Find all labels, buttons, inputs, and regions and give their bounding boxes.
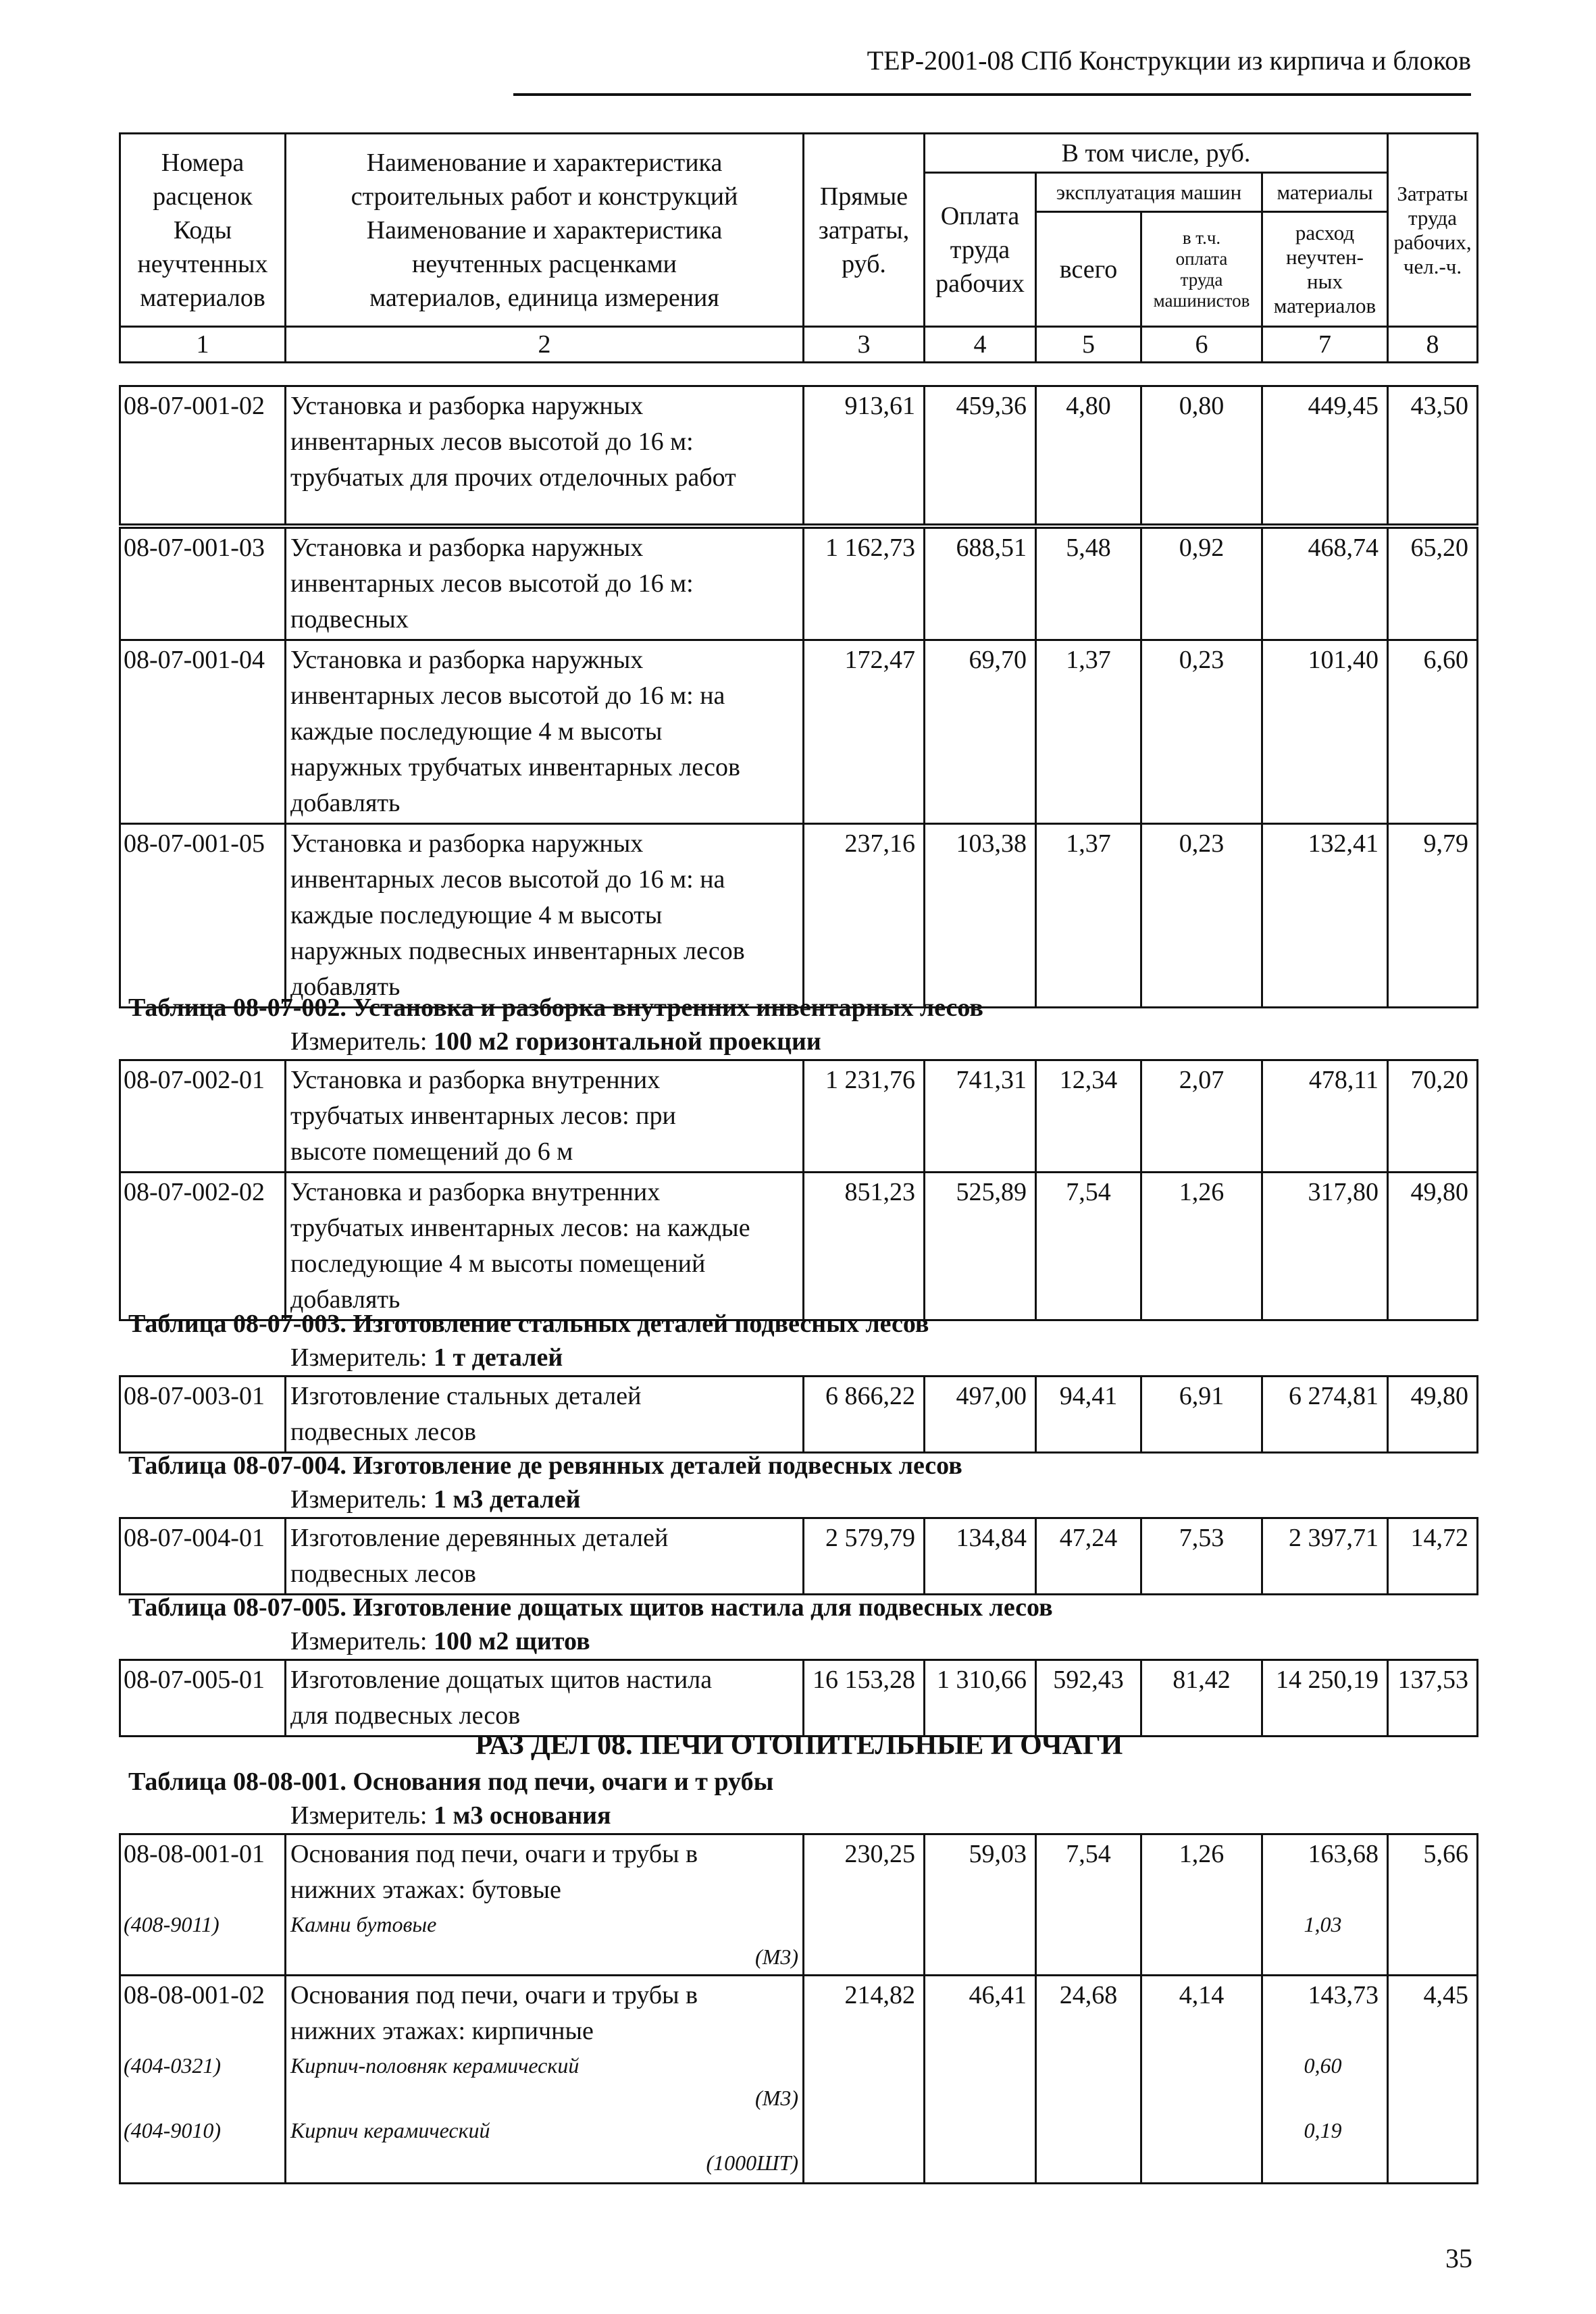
header-rule xyxy=(513,93,1471,96)
rate-code: 08-07-002-01 xyxy=(120,1060,286,1173)
materials-cost: 143,73 xyxy=(1308,1981,1379,2009)
material-name: Кирпич-половняк керамический xyxy=(290,2053,580,2078)
page-number: 35 xyxy=(1445,2243,1472,2273)
header-materials-line: расход xyxy=(1295,220,1355,245)
table-row xyxy=(120,640,1478,824)
rate-code: 08-08-001-01 xyxy=(124,1840,265,1868)
col-number: 8 xyxy=(1388,327,1478,363)
rates-table-08-07-002 xyxy=(119,1059,1478,1321)
rate-name-line: подвесных лесов xyxy=(290,1560,476,1588)
direct-cost: 214,82 xyxy=(804,1976,925,2184)
rate-name-line: Установка и разборка наружных xyxy=(290,829,644,858)
rate-name-line: трубчатых инвентарных лесов: при xyxy=(290,1102,676,1130)
spacer xyxy=(124,2013,282,2049)
direct-cost: 237,16 xyxy=(804,824,925,1008)
machinists-pay: 0,23 xyxy=(1141,640,1262,824)
material-name: Кирпич керамический xyxy=(290,2118,490,2142)
col-number: 5 xyxy=(1036,327,1141,363)
labor-pay: 459,36 xyxy=(925,386,1036,525)
rate-name xyxy=(286,824,804,1008)
rate-name xyxy=(286,1173,804,1320)
labor-hours: 5,66 xyxy=(1388,1834,1478,1976)
labor-pay: 497,00 xyxy=(925,1377,1036,1453)
rate-name-line: для подвесных лесов xyxy=(290,1701,521,1730)
header-materials-cell xyxy=(1262,212,1388,327)
table-row xyxy=(120,1834,1478,1976)
rate-code: 08-07-003-01 xyxy=(120,1377,286,1453)
page-header-title: ТЕР-2001-08 СПб Конструкции из кирпича и блоков xyxy=(867,45,1471,76)
machinists-pay: 0,92 xyxy=(1141,528,1262,640)
col-number: 2 xyxy=(286,327,804,363)
header-code-line: Коды xyxy=(173,215,232,245)
materials-cost: 163,68 xyxy=(1308,1840,1379,1868)
rate-name xyxy=(286,1060,804,1173)
rate-code: 08-07-001-04 xyxy=(120,640,286,824)
section-title: РАЗ ДЕЛ 08. ПЕЧИ ОТОПИТЕЛЬНЫЕ И ОЧАГИ xyxy=(475,1730,1123,1761)
header-code-line: неучтенных xyxy=(137,249,268,278)
labor-pay: 134,84 xyxy=(925,1518,1036,1595)
machines-total: 592,43 xyxy=(1036,1660,1141,1737)
measure-value: 1 т деталей xyxy=(434,1343,563,1372)
measure-label: Измеритель: xyxy=(290,1627,434,1655)
measure-label: Измеритель: xyxy=(290,1485,434,1514)
header-labor-pay-line: труда xyxy=(950,235,1010,264)
material-unit: (М3) xyxy=(755,1945,798,1969)
labor-hours: 9,79 xyxy=(1388,824,1478,1008)
rates-table-08-07-001 xyxy=(119,385,1478,525)
direct-cost: 2 579,79 xyxy=(804,1518,925,1595)
labor-hours: 137,53 xyxy=(1388,1660,1478,1737)
materials-cost: 101,40 xyxy=(1262,640,1388,824)
measure-value: 100 м2 горизонтальной проекции xyxy=(434,1027,821,1056)
machinists-pay: 4,14 xyxy=(1141,1976,1262,2184)
direct-cost: 1 231,76 xyxy=(804,1060,925,1173)
material-code: (408-9011) xyxy=(124,1912,220,1936)
rate-name-line: нижних этажах: бутовые xyxy=(290,1876,561,1904)
materials-cost: 2 397,71 xyxy=(1262,1518,1388,1595)
rate-name-line: Изготовление деревянных деталей xyxy=(290,1524,669,1552)
rate-name xyxy=(286,528,804,640)
materials-cost-cell xyxy=(1262,1976,1388,2184)
measure-value: 1 м3 деталей xyxy=(434,1485,581,1514)
header-direct-line: руб. xyxy=(842,249,886,278)
labor-pay: 525,89 xyxy=(925,1173,1036,1320)
rate-name xyxy=(286,1660,804,1737)
materials-cost-cell xyxy=(1262,1834,1388,1976)
materials-cost: 468,74 xyxy=(1262,528,1388,640)
header-machines-total: всего xyxy=(1036,212,1141,327)
material-quantity: 1,03 xyxy=(1304,1912,1342,1936)
spacer xyxy=(1267,2013,1379,2049)
direct-cost: 1 162,73 xyxy=(804,528,925,640)
table-title: Таблица 08-07-004. Изготовление де ревянных деталей подвесных лесов xyxy=(128,1451,962,1480)
table-row xyxy=(120,1976,1478,2184)
table-title: Таблица 08-08-001. Основания под печи, очаги и т рубы xyxy=(128,1768,774,1796)
rates-table-08-07-001-cont xyxy=(119,527,1478,1008)
labor-pay: 1 310,66 xyxy=(925,1660,1036,1737)
table-row xyxy=(120,1518,1478,1595)
labor-pay: 69,70 xyxy=(925,640,1036,824)
table-row xyxy=(120,1173,1478,1320)
machines-total: 1,37 xyxy=(1036,640,1141,824)
machines-total: 1,37 xyxy=(1036,824,1141,1008)
header-direct-line: Прямые xyxy=(819,182,908,211)
rate-name-line: подвесных лесов xyxy=(290,1418,476,1446)
machines-total: 7,54 xyxy=(1036,1173,1141,1320)
machines-total: 4,80 xyxy=(1036,386,1141,525)
rate-code: 08-07-001-03 xyxy=(120,528,286,640)
col-number: 1 xyxy=(120,327,286,363)
machines-total: 94,41 xyxy=(1036,1377,1141,1453)
direct-cost: 16 153,28 xyxy=(804,1660,925,1737)
col-number: 6 xyxy=(1141,327,1262,363)
rate-name-line: Установка и разборка внутренних xyxy=(290,1066,661,1094)
rate-name-line: подвесных xyxy=(290,605,409,634)
rate-code: 08-07-002-02 xyxy=(120,1173,286,1320)
material-quantity: 0,19 xyxy=(1304,2118,1342,2142)
header-machinists-line: оплата xyxy=(1175,248,1228,269)
table-measure xyxy=(290,1343,563,1372)
labor-hours: 49,80 xyxy=(1388,1173,1478,1320)
rates-table-08-07-003 xyxy=(119,1375,1478,1454)
labor-hours: 14,72 xyxy=(1388,1518,1478,1595)
machinists-pay: 6,91 xyxy=(1141,1377,1262,1453)
header-labor-pay-line: Оплата xyxy=(940,201,1020,230)
table-title: Таблица 08-07-005. Изготовление дощатых щитов настила для подвесных лесов xyxy=(128,1593,1053,1622)
material-code: (404-0321) xyxy=(124,2053,221,2078)
rate-name-line: каждые последующие 4 м высоты xyxy=(290,717,663,746)
rate-name-line: Установка и разборка наружных xyxy=(290,392,644,420)
table-title: Таблица 08-07-002. Установка и разборка внутренних инвентарных лесов xyxy=(128,994,983,1022)
material-name: Камни бутовые xyxy=(290,1912,437,1936)
rate-name-line: каждые последующие 4 м высоты xyxy=(290,901,663,929)
material-code: (404-9010) xyxy=(124,2118,221,2142)
direct-cost: 230,25 xyxy=(804,1834,925,1976)
header-materials-line: неучтен- xyxy=(1286,245,1364,269)
labor-pay: 688,51 xyxy=(925,528,1036,640)
rate-name xyxy=(286,640,804,824)
labor-pay: 59,03 xyxy=(925,1834,1036,1976)
materials-cost: 132,41 xyxy=(1262,824,1388,1008)
rate-name-line: нижних этажах: кирпичные xyxy=(290,2017,594,2045)
header-labor-pay-cell xyxy=(925,173,1036,327)
rate-name-line: добавлять xyxy=(290,973,401,1001)
machines-total: 12,34 xyxy=(1036,1060,1141,1173)
rate-name-line: Установка и разборка наружных xyxy=(290,534,644,562)
rate-name-line: инвентарных лесов высотой до 16 м: xyxy=(290,569,694,598)
measure-label: Измеритель: xyxy=(290,1801,434,1830)
rate-name-line: Изготовление стальных деталей xyxy=(290,1382,642,1410)
spacer xyxy=(124,2082,282,2114)
machinists-pay: 0,80 xyxy=(1141,386,1262,525)
rate-name-line: последующие 4 м высоты помещений xyxy=(290,1250,706,1278)
rate-code: 08-08-001-02 xyxy=(124,1981,265,2009)
header-machinists-line: машинистов xyxy=(1153,290,1250,311)
labor-hours: 70,20 xyxy=(1388,1060,1478,1173)
rate-name-line: Изготовление дощатых щитов настила xyxy=(290,1666,713,1694)
rate-name-line: наружных подвесных инвентарных лесов xyxy=(290,937,745,965)
header-name-line: строительных работ и конструкций xyxy=(351,182,738,211)
material-unit: (М3) xyxy=(755,2086,798,2110)
header-name-line: Наименование и характеристика xyxy=(366,215,723,245)
rate-name-line: добавлять xyxy=(290,789,401,817)
rate-name-line: Основания под печи, очаги и трубы в xyxy=(290,1840,698,1868)
table-title: Таблица 08-07-003. Изготовление стальных деталей подвесных лесов xyxy=(128,1310,929,1338)
labor-pay: 46,41 xyxy=(925,1976,1036,2184)
materials-cost: 449,45 xyxy=(1262,386,1388,525)
rate-code: 08-07-005-01 xyxy=(120,1660,286,1737)
header-labor-hours-line: чел.-ч. xyxy=(1403,254,1462,278)
col-number: 3 xyxy=(804,327,925,363)
table-row xyxy=(120,1377,1478,1453)
direct-cost: 851,23 xyxy=(804,1173,925,1320)
header-in-number: В том числе, руб. xyxy=(925,134,1388,173)
table-row xyxy=(120,1660,1478,1737)
machinists-pay: 0,23 xyxy=(1141,824,1262,1008)
machinists-pay: 7,53 xyxy=(1141,1518,1262,1595)
header-labor-hours-cell xyxy=(1388,134,1478,327)
header-name-line: неучтенных расценками xyxy=(412,249,677,278)
machines-total: 47,24 xyxy=(1036,1518,1141,1595)
table-measure xyxy=(290,1626,590,1656)
header-labor-pay-line: рабочих xyxy=(935,269,1025,298)
rates-table-08-08-001 xyxy=(119,1833,1478,2184)
spacer xyxy=(124,1872,282,1908)
direct-cost: 6 866,22 xyxy=(804,1377,925,1453)
measure-label: Измеритель: xyxy=(290,1343,434,1372)
rate-name-line: инвентарных лесов высотой до 16 м: на xyxy=(290,682,725,710)
header-name-cell xyxy=(286,134,804,327)
measure-value: 1 м3 основания xyxy=(434,1801,611,1830)
table-measure xyxy=(290,1027,821,1056)
table-row xyxy=(120,386,1478,525)
rate-name-line: добавлять xyxy=(290,1285,401,1314)
spacer xyxy=(1267,1872,1379,1908)
header-materials: материалы xyxy=(1262,173,1388,212)
header-code-line: материалов xyxy=(140,283,265,312)
machinists-pay: 2,07 xyxy=(1141,1060,1262,1173)
material-quantity: 0,60 xyxy=(1304,2053,1342,2078)
rate-name-line: инвентарных лесов высотой до 16 м: на xyxy=(290,865,725,894)
labor-hours: 49,80 xyxy=(1388,1377,1478,1453)
machinists-pay: 1,26 xyxy=(1141,1173,1262,1320)
col-number: 7 xyxy=(1262,327,1388,363)
header-machinists-line: в т.ч. xyxy=(1182,227,1221,248)
rate-name-line: трубчатых для прочих отделочных работ xyxy=(290,463,736,492)
machinists-pay: 1,26 xyxy=(1141,1834,1262,1976)
rate-name-line: инвентарных лесов высотой до 16 м: xyxy=(290,428,694,456)
table-measure xyxy=(290,1801,611,1830)
labor-pay: 741,31 xyxy=(925,1060,1036,1173)
rate-name xyxy=(286,1834,804,1976)
labor-pay: 103,38 xyxy=(925,824,1036,1008)
rate-name-line: наружных трубчатых инвентарных лесов xyxy=(290,753,740,781)
rate-name-line: высоте помещений до 6 м xyxy=(290,1137,573,1166)
machinists-pay: 81,42 xyxy=(1141,1660,1262,1737)
measure-label: Измеритель: xyxy=(290,1027,434,1056)
materials-cost: 6 274,81 xyxy=(1262,1377,1388,1453)
header-code-line: расценок xyxy=(153,182,253,211)
header-labor-hours-line: труда xyxy=(1408,205,1458,230)
table-row xyxy=(120,1060,1478,1173)
rate-name xyxy=(286,1377,804,1453)
rate-name-line: Установка и разборка наружных xyxy=(290,646,644,674)
rate-code-cell xyxy=(120,1834,286,1976)
header-code-line: Номера xyxy=(161,148,244,177)
labor-hours: 6,60 xyxy=(1388,640,1478,824)
table-measure xyxy=(290,1485,581,1514)
rate-code: 08-07-004-01 xyxy=(120,1518,286,1595)
rate-name xyxy=(286,1518,804,1595)
labor-hours: 4,45 xyxy=(1388,1976,1478,2184)
column-header-table xyxy=(119,132,1478,363)
machines-total: 7,54 xyxy=(1036,1834,1141,1976)
header-machines: эксплуатация машин xyxy=(1036,173,1262,212)
header-direct-cell xyxy=(804,134,925,327)
spacer xyxy=(1267,2082,1379,2114)
header-labor-hours-line: рабочих, xyxy=(1393,230,1472,254)
direct-cost: 913,61 xyxy=(804,386,925,525)
machines-total: 5,48 xyxy=(1036,528,1141,640)
header-name-line: Наименование и характеристика xyxy=(366,148,723,177)
materials-cost: 317,80 xyxy=(1262,1173,1388,1320)
header-materials-line: материалов xyxy=(1273,293,1376,317)
header-labor-hours-line: Затраты xyxy=(1397,181,1468,205)
rate-name xyxy=(286,1976,804,2184)
labor-hours: 65,20 xyxy=(1388,528,1478,640)
header-code-cell xyxy=(120,134,286,327)
material-unit: (1000ШТ) xyxy=(706,2151,798,2175)
rate-name-line: трубчатых инвентарных лесов: на каждые xyxy=(290,1214,750,1242)
machines-total: 24,68 xyxy=(1036,1976,1141,2184)
rate-code-cell xyxy=(120,1976,286,2184)
col-number: 4 xyxy=(925,327,1036,363)
header-machinists-cell xyxy=(1141,212,1262,327)
direct-cost: 172,47 xyxy=(804,640,925,824)
rate-name-line: Установка и разборка внутренних xyxy=(290,1178,661,1206)
header-materials-line: ных xyxy=(1307,269,1343,293)
measure-value: 100 м2 щитов xyxy=(434,1627,590,1655)
header-machinists-line: труда xyxy=(1180,269,1223,290)
table-row xyxy=(120,824,1478,1008)
rate-code: 08-07-001-05 xyxy=(120,824,286,1008)
rate-name-line: Основания под печи, очаги и трубы в xyxy=(290,1981,698,2009)
header-name-line: материалов, единица измерения xyxy=(369,283,719,312)
rate-code: 08-07-001-02 xyxy=(120,386,286,525)
rate-name xyxy=(286,386,804,525)
header-direct-line: затраты, xyxy=(818,215,910,245)
table-row xyxy=(120,528,1478,640)
rates-table-08-07-004 xyxy=(119,1517,1478,1595)
materials-cost: 478,11 xyxy=(1262,1060,1388,1173)
materials-cost: 14 250,19 xyxy=(1262,1660,1388,1737)
rates-table-08-07-005 xyxy=(119,1659,1478,1737)
labor-hours: 43,50 xyxy=(1388,386,1478,525)
